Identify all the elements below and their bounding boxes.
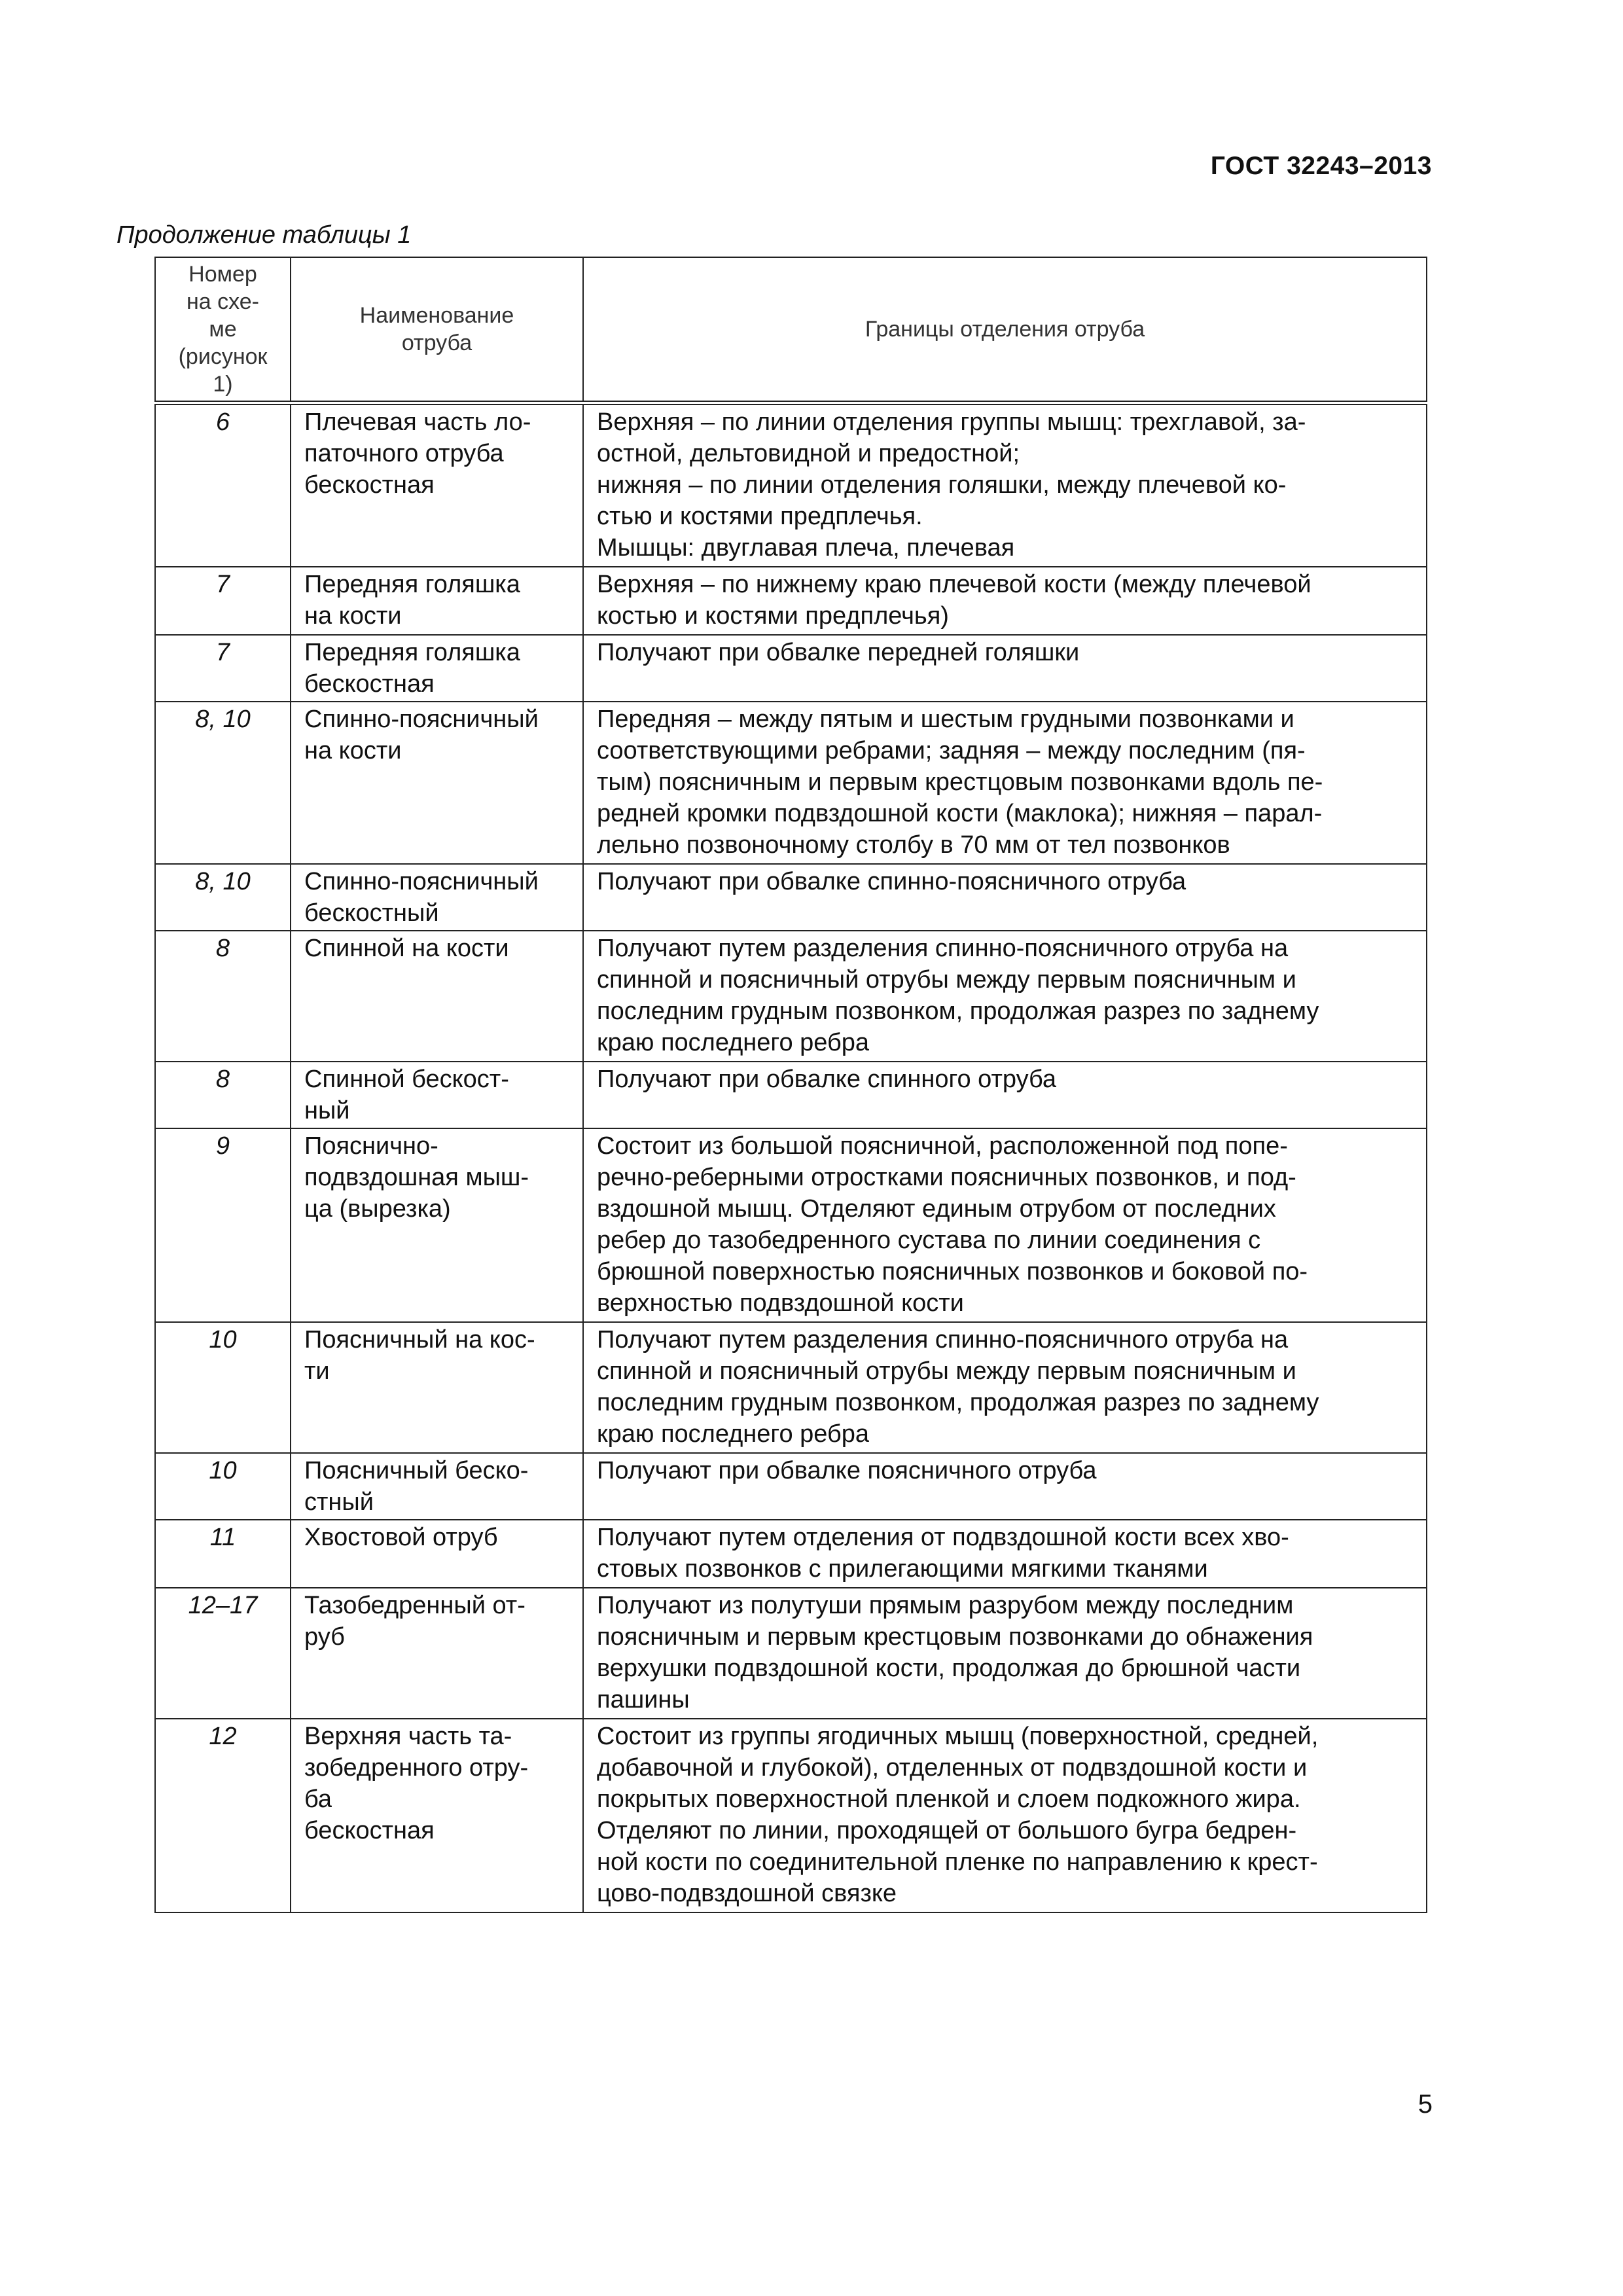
row-number: 7 [155, 567, 291, 635]
table-row [155, 702, 1427, 864]
row-number: 12 [155, 1719, 291, 1912]
table-row [155, 1520, 1427, 1588]
row-name: Поясничный на кос- ти [291, 1322, 583, 1453]
row-name: Плечевая часть ло- паточного отруба бескостная [291, 403, 583, 567]
column-header-name: Наименование отруба [291, 257, 583, 403]
row-description: Верхняя – по линии отделения группы мышц: трехглавой, за- остной, дельтовидной и предостной; нижняя – по линии отделения голяшки, между плечевой ко- стью и костями предплечья. Мышцы: двуглавая плеча, плечевая [583, 403, 1427, 567]
row-name: Передняя голяшка бескостная [291, 635, 583, 702]
row-description: Получают при обвалке спинного отруба [583, 1062, 1427, 1128]
row-description: Получают при обвалке спинно-поясничного отруба [583, 864, 1427, 931]
row-description: Получают путем отделения от подвздошной кости всех хво- стовых позвонков с прилегающими мягкими тканями [583, 1520, 1427, 1588]
row-name: Пояснично- подвздошная мыш- ца (вырезка) [291, 1128, 583, 1322]
row-name: Поясничный беско- стный [291, 1453, 583, 1520]
row-description: Получают при обвалке передней голяшки [583, 635, 1427, 702]
row-description: Получают путем разделения спинно-поясничного отруба на спинной и поясничный отрубы между первым поясничным и последним грудным позвонком, продолжая разрез по заднему краю последнего ребра [583, 1322, 1427, 1453]
table-row [155, 1719, 1427, 1912]
row-name: Спинной на кости [291, 931, 583, 1062]
row-description: Состоит из группы ягодичных мышц (поверхностной, средней, добавочной и глубокой), отделенных от подвздошной кости и покрытых поверхностной пленкой и слоем подкожного жира. Отделяют по линии, проходящей от большого бугра бедрен- ной кости по соединительной пленке по направлению к крест- цово-подвздошной связке [583, 1719, 1427, 1912]
table-row [155, 567, 1427, 635]
row-description: Состоит из большой поясничной, расположенной под попе- речно-реберными отростками поясничных позвонков, и под- вздошной мышц. Отделяют единым отрубом от последних ребер до тазобедренного сустава по линии соединения с брюшной поверхностью поясничных позвонков и боковой по- верхностью подвздошной кости [583, 1128, 1427, 1322]
row-description: Передняя – между пятым и шестым грудными позвонками и соответствующими ребрами; задняя – между последним (пя- тым) поясничным и первым крестцовым позвонками вдоль пе- редней кромки подвздошной кости (маклока); нижняя – парал- лельно позвоночному столбу в 70 мм от тел позвонков [583, 702, 1427, 864]
row-number: 8, 10 [155, 864, 291, 931]
row-number: 10 [155, 1453, 291, 1520]
row-number: 9 [155, 1128, 291, 1322]
row-name: Спинно-поясничный на кости [291, 702, 583, 864]
column-header-number: Номер на схе- ме (рисунок 1) [155, 257, 291, 403]
cuts-table [154, 257, 1427, 1913]
row-description: Получают из полутуши прямым разрубом между последним поясничным и первым крестцовым позвонками до обнажения верхушки подвздошной кости, продолжая до брюшной части пашины [583, 1588, 1427, 1719]
document-code: ГОСТ 32243–2013 [1210, 152, 1432, 180]
row-number: 7 [155, 635, 291, 702]
table-header-row [155, 257, 1427, 403]
row-name: Спинно-поясничный бескостный [291, 864, 583, 931]
row-number: 6 [155, 403, 291, 567]
table-row [155, 635, 1427, 702]
row-description: Верхняя – по нижнему краю плечевой кости (между плечевой костью и костями предплечья) [583, 567, 1427, 635]
table-row [155, 864, 1427, 931]
row-description: Получают путем разделения спинно-поясничного отруба на спинной и поясничный отрубы между первым поясничным и последним грудным позвонком, продолжая разрез по заднему краю последнего ребра [583, 931, 1427, 1062]
table-row [155, 1322, 1427, 1453]
table-caption: Продолжение таблицы 1 [116, 221, 412, 249]
row-name: Верхняя часть та- зобедренного отру- ба бескостная [291, 1719, 583, 1912]
row-name: Передняя голяшка на кости [291, 567, 583, 635]
row-name: Тазобедренный от- руб [291, 1588, 583, 1719]
row-description: Получают при обвалке поясничного отруба [583, 1453, 1427, 1520]
table-row [155, 931, 1427, 1062]
table-row [155, 1062, 1427, 1128]
table-row [155, 1453, 1427, 1520]
row-number: 10 [155, 1322, 291, 1453]
table-row [155, 1128, 1427, 1322]
row-number: 12–17 [155, 1588, 291, 1719]
table-row [155, 1588, 1427, 1719]
row-number: 11 [155, 1520, 291, 1588]
row-name: Хвостовой отруб [291, 1520, 583, 1588]
table-row [155, 403, 1427, 567]
row-number: 8 [155, 931, 291, 1062]
row-number: 8 [155, 1062, 291, 1128]
column-header-boundaries: Границы отделения отруба [583, 257, 1427, 403]
page-number: 5 [1418, 2090, 1433, 2119]
row-name: Спинной бескост- ный [291, 1062, 583, 1128]
row-number: 8, 10 [155, 702, 291, 864]
